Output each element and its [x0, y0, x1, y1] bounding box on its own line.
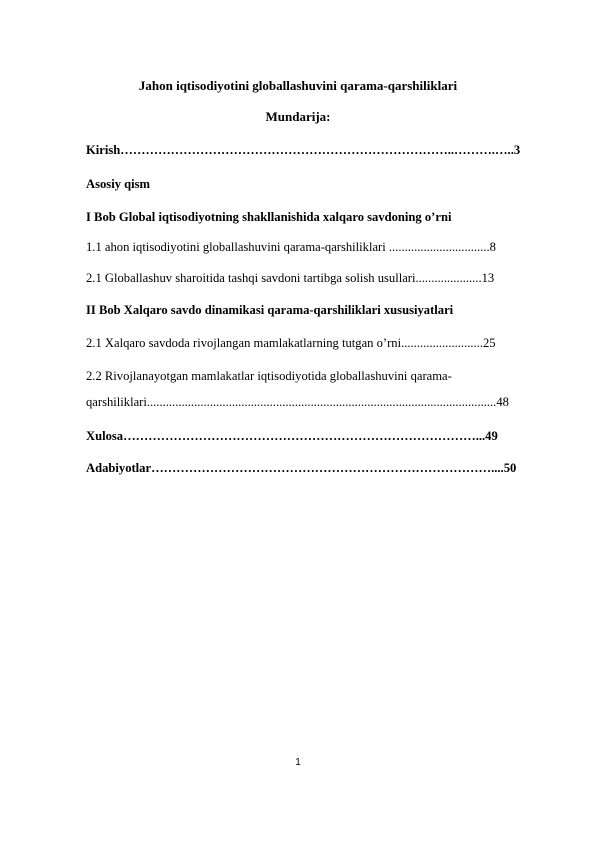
toc-entry-section-2-1-b: 2.1 Xalqaro savdoda rivojlangan mamlakatlarning tutgan o’rni..........................25 — [86, 336, 496, 350]
toc-entry-section-2-2: 2.2 Rivojlanayotgan mamlakatlar iqtisodiyotida globallashuvini qarama- — [86, 369, 452, 383]
toc-entry-section-2-2-cont: qarshiliklari...............................................................................................................48 — [86, 395, 509, 409]
toc-entry-main-part: Asosiy qism — [86, 177, 151, 191]
document-title: Jahon iqtisodiyotini globallashuvini qarama-qarshiliklari — [138, 78, 458, 93]
toc-entry-introduction: Kirish……………………………………………………………………..……….…..3 — [86, 143, 521, 157]
page-number: 1 — [295, 757, 301, 768]
toc-entry-section-2-1-a: 2.1 Globallashuv sharoitida tashqi savdoni tartibga solish usullari.....................13 — [86, 271, 495, 285]
toc-entry-bibliography: Adabiyotlar………………………………………………………………………....50 — [86, 461, 517, 475]
toc-entry-chapter-1: I Bob Global iqtisodiyotning shakllanishida xalqaro savdoning o’rni — [86, 210, 452, 224]
toc-entry-conclusion: Xulosa…………………………………………………………………………...49 — [86, 429, 498, 443]
toc-heading: Mundarija: — [265, 109, 331, 124]
toc-entry-chapter-2: II Bob Xalqaro savdo dinamikasi qarama-qarshiliklari xususiyatlari — [86, 303, 454, 317]
toc-entry-section-1-1: 1.1 ahon iqtisodiyotini globallashuvini qarama-qarshiliklari ................................8 — [86, 240, 496, 254]
